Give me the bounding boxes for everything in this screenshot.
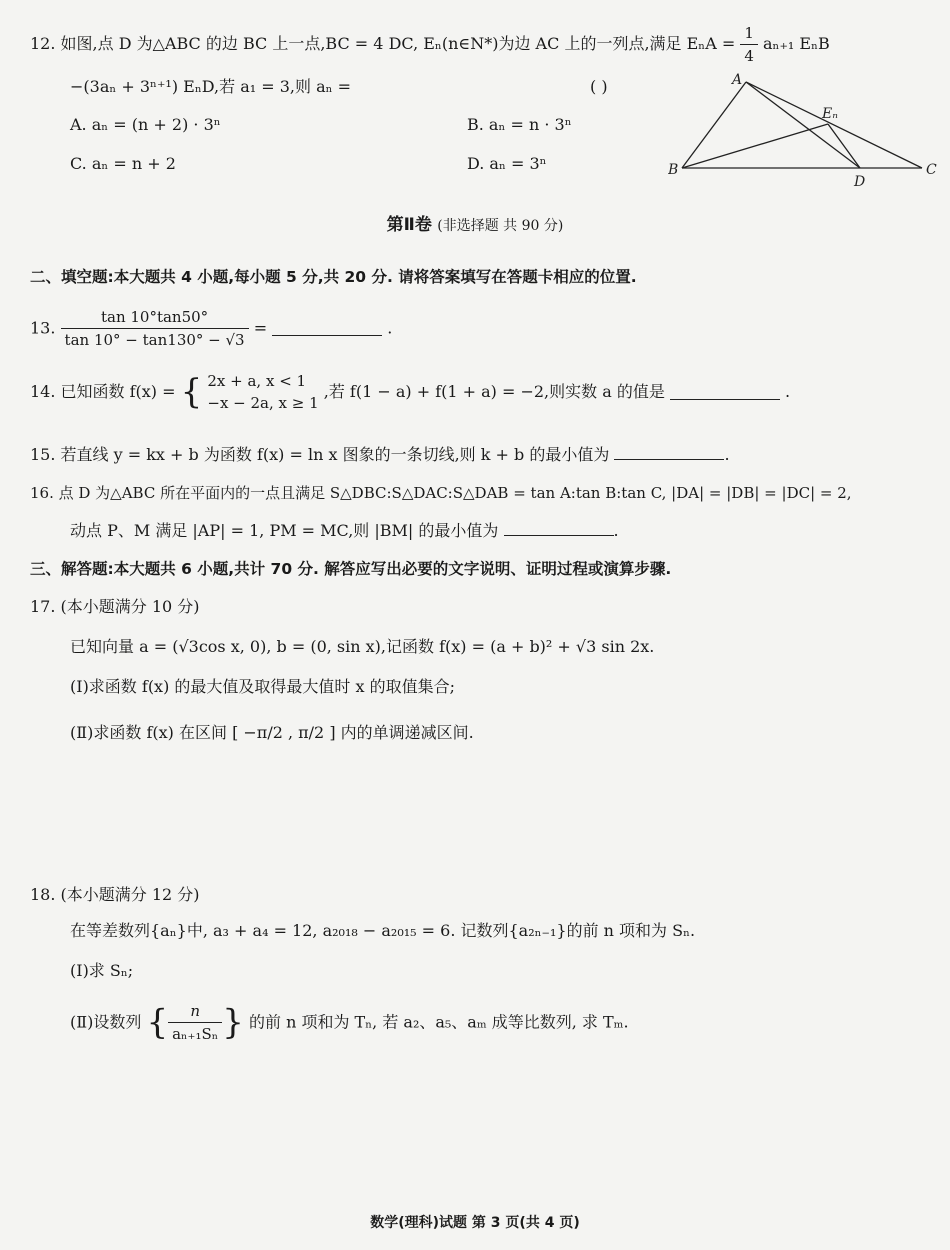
q17-part2: (Ⅱ)求函数 f(x) 在区间 [ −π/2 , π/2 ] 内的单调递减区间. [70,723,474,742]
q14-brace: { [180,372,203,412]
q12-text: 12. 如图,点 D 为△ABC 的边 BC 上一点, [30,34,326,53]
q12-condition: BC = 4 DC, Eₙ(n∈N*)为边 AC 上的一列点,满足 EₙA = [325,34,741,53]
q18-fraction: $\frac{n}{\text{aₙ₊₁Sₙ}}$ [168,1000,222,1045]
label-d: D [854,174,866,190]
q16-line1: 16. 点 D 为△ABC 所在平面内的一点且满足 S△DBC:S△DAC:S△DAB = tan A:tan B:tan C, |DA| = |DB| = |DC| = 2, [30,484,852,502]
section-title: 第Ⅱ卷 [386,215,432,235]
edge-ba [682,82,746,168]
q13: 13. $\frac{\tan 10^\circ\tan 50^\circ}{\tan 10^\circ - \tan 130^\circ - √3}$ = . [30,308,393,349]
q16-answer-blank[interactable] [504,521,614,536]
section-heading [0,210,950,235]
q13-denominator: tan 10° − tan130° − √3 [64,331,245,349]
label-a: A [732,72,743,88]
q14: 14. 已知函数 f(x) = { 2x + a, x < 1 −x − 2a, x ≥ 1 ,若 f(1 − a) + f(1 + a) = −2,则实数 a 的值是 . [30,372,791,412]
q16-line2: 动点 P、M 满足 |AP| = 1, PM = MC,则 |BM| 的最小值为 . [70,521,619,540]
q18-title: 18. (本小题满分 12 分) [30,885,200,904]
q12-option-d: D. aₙ = 3ⁿ [467,154,547,173]
label-c: C [926,162,937,178]
q13-numerator: tan 10°tan50° [61,306,249,329]
q14-cases: 2x + a, x < 1 −x − 2a, x ≥ 1 [207,372,319,412]
q15-answer-blank[interactable] [614,445,724,460]
q12-fraction: $\frac{1}{4}$ [740,22,758,67]
q18-part1: (Ⅰ)求 Sₙ; [70,961,134,980]
part2-header: 二、填空题:本大题共 4 小题,每小题 5 分,共 20 分. 请将答案填写在答题卡相应的位置. [30,268,637,286]
q12-option-a: A. aₙ = (n + 2) · 3ⁿ [70,115,221,134]
q12-option-c: C. aₙ = n + 2 [70,154,176,173]
segment-be [682,124,828,168]
triangle-figure [668,72,940,192]
q14-answer-blank[interactable] [670,385,780,400]
page-footer: 数学(理科)试题 第 3 页(共 4 页) [370,1215,580,1231]
q17-stem: 已知向量 a = (√3cos x, 0), b = (0, sin x),记函数 f(x) = (a + b)² + √3 sin 2x. [70,637,655,656]
label-b: B [668,162,679,178]
q18-part2: (Ⅱ)设数列 { $\frac{n}{\text{aₙ₊₁Sₙ}}$ } 的前 n 项和为 Tₙ, 若 a₂、a₅、aₘ 成等比数列, 求 Tₘ. [70,1002,629,1043]
q12-option-b: B. aₙ = n · 3ⁿ [467,115,572,134]
part3-header: 三、解答题:本大题共 6 小题,共计 70 分. 解答应写出必要的文字说明、证明过程或演算步骤. [30,560,672,578]
q12-answer-paren: ( ) [590,77,608,96]
q12-condition-tail: aₙ₊₁ EₙB [763,34,830,53]
q18-stem: 在等差数列{aₙ}中, a₃ + a₄ = 12, a₂₀₁₈ − a₂₀₁₅ = 6. 记数列{a₂ₙ₋₁}的前 n 项和为 Sₙ. [70,921,696,940]
edge-ac [746,82,922,168]
segment-ad [746,82,860,168]
q17-title: 17. (本小题满分 10 分) [30,597,200,616]
q17-part1: (Ⅰ)求函数 f(x) 的最大值及取得最大值时 x 的取值集合; [70,677,455,696]
label-e: Eₙ [822,106,838,122]
q12-line2: −(3aₙ + 3ⁿ⁺¹) EₙD,若 a₁ = 3,则 aₙ = [70,77,352,96]
q15: 15. 若直线 y = kx + b 为函数 f(x) = ln x 图象的一条切线,则 k + b 的最小值为 . [30,445,730,464]
q13-answer-blank[interactable] [272,321,382,336]
q17-interval: [ −π/2 , π/2 ] [232,723,336,742]
section-subtitle: (非选择题 共 90 分) [437,218,564,234]
q12-line1 [30,22,830,67]
q13-fraction [61,306,249,351]
